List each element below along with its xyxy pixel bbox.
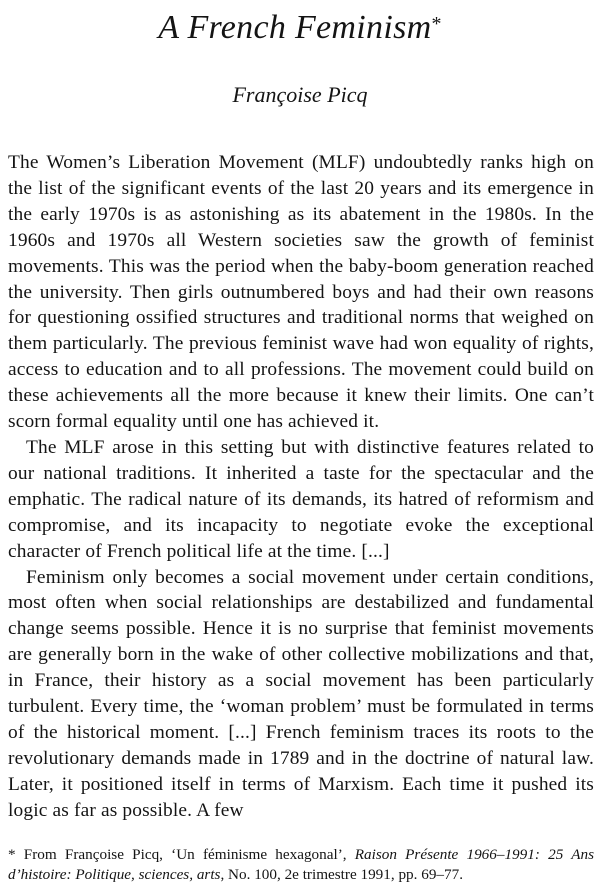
paragraph-2: The MLF arose in this setting but with distinctive features related to our national traditions. It inherited a taste for the spectacular and the emphatic. The radical nature of its demands, its hatred of reformism and compromise, and its incapacity to negotiate evoke the exceptional character of French political life at the time. [...] — [8, 436, 594, 562]
footnote-journal: Raison Présente 1966–1991: 25 Ans d’histoire: Politique, sciences, arts — [8, 846, 594, 883]
paragraph-3: Feminism only becomes a social movement under certain conditions, most often when social relationships are destabilized and fundamental change seems possible. Hence it is no surprise that feminist movements are generally born in the wake of other collective mobilizations and that, in France, their history as a social movement has been particularly turbulent. Every time, the ‘woman problem’ must be formulated in terms of the historical moment. [...] French feminism traces its roots to the revolutionary demands made in 1789 and in the doctrine of natural law. Later, it positioned itself in terms of Marxism. Each time it pushed its logic as far as possible. A few — [8, 566, 594, 821]
footnote-prefix: From Françoise Picq, ‘Un féminisme hexagonal’, — [15, 846, 355, 863]
footnote-suffix: , No. 100, 2e trimestre 1991, pp. 69–77. — [220, 866, 464, 883]
paragraph-1: The Women’s Liberation Movement (MLF) undoubtedly ranks high on the list of the significant events of the last 20 years and its emergence in the early 1970s is as astonishing as its abatement in the 1980s. In the 1960s and 1970s all Western societies saw the growth of feminist movements. This was the period when the baby-boom generation reached the university. Then girls outnumbered boys and had their own reasons for questioning ossified structures and traditional norms that weighed on them particularly. The previous feminist wave had won equality of rights, access to education and to all professions. The movement could build on these achievements all the more because it knew their limits. One can’t scorn formal equality until one has achieved it. — [8, 152, 594, 433]
footnote — [8, 845, 594, 885]
author-name: Françoise Picq — [232, 82, 368, 107]
chapter-title-text: A French Feminism — [158, 9, 432, 46]
chapter-title — [0, 8, 600, 48]
title-footnote-mark: * — [431, 13, 442, 35]
body-text — [8, 150, 594, 824]
footnote-mark: * — [8, 846, 16, 863]
